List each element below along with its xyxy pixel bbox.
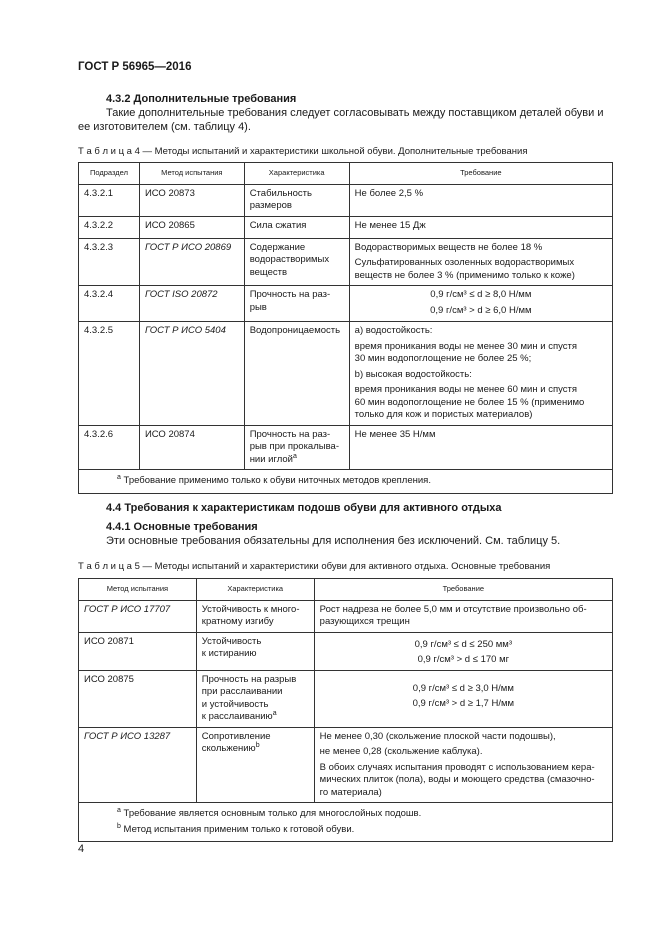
requirement-cell (314, 727, 612, 803)
table4-caption: Т а б л и ц а 4 — Методы испытаний и характеристики школьной обуви. Дополнительные требования (78, 146, 528, 157)
table4-header-requirement: Требование (349, 163, 612, 185)
method-cell: ГОСТ Р ИСО 20869 (139, 238, 244, 286)
characteristic-line (202, 743, 309, 756)
table-row (79, 238, 613, 286)
characteristic-line: рыв (249, 301, 267, 313)
table-row (79, 216, 613, 238)
table-row (79, 632, 613, 670)
characteristic-line: и устойчивость (201, 698, 269, 710)
requirement-line: 0,9 г/см³ ≤ d ≤ 250 мм³ (414, 638, 513, 650)
table4-footnote (79, 470, 613, 494)
characteristic-cell (196, 600, 314, 632)
characteristic-cell (196, 632, 314, 670)
method-cell: ИСО 20871 (79, 632, 197, 670)
page-number: 4 (78, 843, 85, 855)
method-cell: ГОСТ Р ИСО 13287 (79, 727, 197, 803)
requirement-line: только для кож и пористых материалов) (354, 409, 533, 420)
subsection-cell: 4.3.2.6 (79, 425, 140, 470)
table-4 (78, 162, 613, 494)
characteristic-line: кратному изгибу (201, 616, 274, 627)
characteristic-line: Прочность на раз- (249, 428, 331, 440)
table-5 (78, 578, 613, 842)
characteristic-line: к истиранию (201, 648, 257, 659)
method-cell: ГОСТ ISO 20872 (139, 286, 244, 322)
table4-footnote-row (79, 470, 613, 494)
requirement-cell (349, 238, 612, 286)
table-row (79, 727, 613, 803)
section-4-4-1-text: Эти основные требования обязательны для исполнения без исключений. См. таблицу 5. (106, 535, 561, 547)
method-cell: ГОСТ Р ИСО 17707 (79, 600, 197, 632)
characteristic-cell: Сила сжатия (244, 216, 349, 238)
requirement-line: 0,9 г/см³ > d ≤ 170 мг (417, 654, 510, 665)
footnote-marker: b (117, 822, 121, 830)
requirement-line: не менее 0,28 (скольжение каблука). (319, 746, 483, 757)
characteristic-line (202, 711, 309, 724)
requirement-line: время проникания воды не менее 60 мин и спустя (354, 384, 577, 395)
requirement-line: го материала) (319, 786, 382, 798)
document-code: ГОСТ Р 56965—2016 (78, 61, 192, 73)
characteristic-line: Устойчивость к много- (201, 603, 300, 615)
requirement-line: мических плиток (пола), воды и моющего средства (смазочно- (319, 774, 595, 785)
requirement-line: 0,9 г/см³ ≤ d ≥ 3,0 Н/мм (412, 682, 514, 694)
characteristic-cell: Водопроницаемость (244, 322, 349, 426)
footnote-marker: a (272, 709, 277, 717)
requirement-cell (314, 670, 612, 727)
characteristic-line: Прочность на раз- (249, 289, 331, 300)
characteristic-cell (196, 727, 314, 803)
footnote-marker: a (117, 473, 121, 481)
requirement-cell (349, 322, 612, 426)
requirement-line: время проникания воды не менее 30 мин и спустя (354, 340, 577, 352)
characteristic-cell (244, 286, 349, 322)
table-row (79, 286, 613, 322)
section-4-4-1-title: 4.4.1 Основные требования (106, 521, 258, 533)
characteristic-cell (196, 670, 314, 727)
requirement-cell (314, 600, 612, 632)
table5-header-method: Метод испытания (79, 579, 197, 601)
characteristic-cell (244, 425, 349, 470)
table4-header-characteristic: Характеристика (244, 163, 349, 185)
table-row (79, 184, 613, 216)
requirement-line: Не менее 0,30 (скольжение плоской части подошвы), (319, 730, 556, 742)
requirement-line: 0,9 г/см³ > d ≥ 6,0 Н/мм (430, 304, 532, 316)
table5-header-requirement: Требование (314, 579, 612, 601)
subsection-cell: 4.3.2.4 (79, 286, 140, 322)
characteristic-cell (244, 184, 349, 216)
characteristic-line-text: скольжению (201, 743, 256, 754)
characteristic-line: водорастворимых (249, 254, 330, 265)
characteristic-line: рыв при прокалыва- (249, 441, 339, 452)
table5-header-row (79, 579, 613, 601)
requirement-cell: Не менее 35 Н/мм (349, 425, 612, 470)
requirement-line: а) водостойкость: (354, 325, 433, 336)
characteristic-line: Стабильность (249, 187, 312, 199)
characteristic-line (250, 454, 344, 467)
characteristic-line: Устойчивость (201, 635, 262, 647)
characteristic-line: размеров (249, 200, 292, 211)
characteristic-line: Прочность на разрыв (201, 673, 297, 685)
section-4-3-2-text-line1: Такие дополнительные требования следует согласовывать между поставщиком деталей обуви и (106, 107, 604, 119)
table-row (79, 425, 613, 470)
footnote-text: Требование применимо только к обуви ниточных методов крепления. (123, 475, 431, 486)
subsection-cell: 4.3.2.1 (79, 184, 140, 216)
footnote-marker: a (293, 452, 297, 460)
footnote-marker: b (255, 741, 260, 749)
characteristic-line-text: нии иглой (249, 453, 293, 465)
requirement-line: веществ не более 3 % (применимо только к коже) (354, 269, 575, 281)
requirement-line: 30 мин водопоглощение не более 25 %; (354, 353, 532, 364)
footnote-b (117, 824, 607, 837)
footnote-text: Требование является основным только для многослойных подошв. (123, 808, 422, 819)
requirement-line: 0,9 г/см³ > d ≥ 1,7 Н/мм (412, 698, 515, 709)
requirement-cell (349, 286, 612, 322)
footnote-a (117, 808, 607, 821)
table-row (79, 600, 613, 632)
method-cell: ИСО 20875 (79, 670, 197, 727)
requirement-line: Рост надреза не более 5,0 мм и отсутствие произвольно об- (319, 603, 587, 615)
characteristic-line: Сопротивление (201, 730, 271, 742)
requirement-line: b) высокая водостойкость: (354, 368, 472, 380)
requirement-line: Водорастворимых веществ не более 18 % (354, 241, 543, 253)
subsection-cell: 4.3.2.3 (79, 238, 140, 286)
requirement-line: 60 мин водопоглощение не более 15 % (применимо (354, 396, 585, 408)
section-4-3-2-title: 4.3.2 Дополнительные требования (106, 93, 297, 105)
requirement-line: 0,9 г/см³ ≤ d ≥ 8,0 Н/мм (430, 289, 532, 300)
characteristic-line: Содержание (249, 241, 306, 253)
table5-footnotes (79, 803, 613, 842)
method-cell: ГОСТ Р ИСО 5404 (139, 322, 244, 426)
requirement-line: В обоих случаях испытания проводят с использованием кера- (319, 761, 595, 773)
table4-header-subsection: Подраздел (79, 163, 140, 185)
requirement-cell (314, 632, 612, 670)
footnote-marker: a (117, 806, 121, 814)
method-cell: ИСО 20873 (139, 184, 244, 216)
table-row (79, 322, 613, 426)
characteristic-line: при расслаивании (201, 686, 283, 697)
table4-header-method: Метод испытания (139, 163, 244, 185)
section-4-4-title: 4.4 Требования к характеристикам подошв обуви для активного отдыха (106, 502, 502, 514)
subsection-cell: 4.3.2.5 (79, 322, 140, 426)
footnote-text: Метод испытания применим только к готовой обуви. (123, 823, 355, 835)
characteristic-line: веществ (249, 266, 288, 278)
method-cell: ИСО 20865 (139, 216, 244, 238)
table5-header-characteristic: Характеристика (196, 579, 314, 601)
table4-header-row (79, 163, 613, 185)
requirement-cell: Не менее 15 Дж (349, 216, 612, 238)
table5-footnote-row (79, 803, 613, 842)
requirement-cell: Не более 2,5 % (349, 184, 612, 216)
characteristic-cell (244, 238, 349, 286)
characteristic-line-text: к расслаиванию (201, 711, 273, 722)
section-4-3-2-text-line2: ее изготовителем (см. таблицу 4). (78, 121, 251, 133)
requirement-line: разующихся трещин (319, 616, 410, 627)
method-cell: ИСО 20874 (139, 425, 244, 470)
table5-caption: Т а б л и ц а 5 — Методы испытаний и характеристики обуви для активного отдыха. Основные требования (78, 561, 551, 572)
table-row (79, 670, 613, 727)
subsection-cell: 4.3.2.2 (79, 216, 140, 238)
requirement-line: Сульфатированных озоленных водорастворимых (354, 257, 575, 268)
